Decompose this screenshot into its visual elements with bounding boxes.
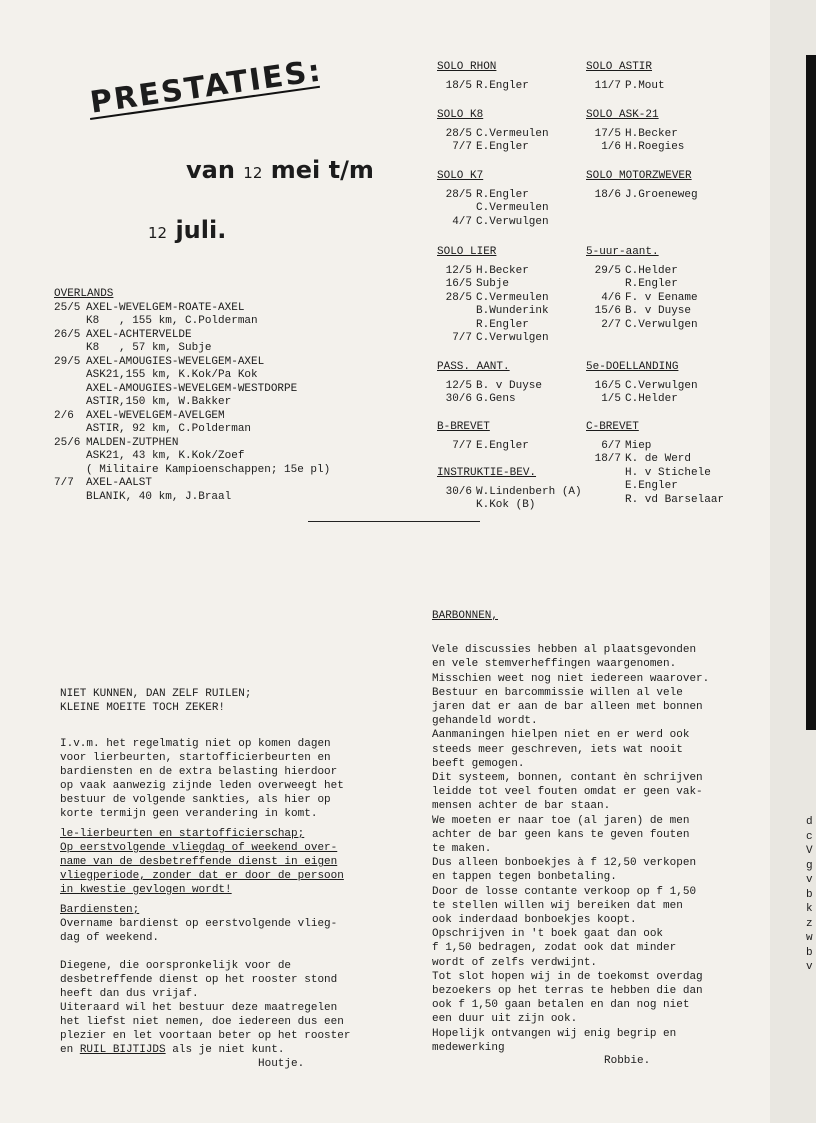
award-name: R.Engler	[476, 188, 529, 201]
award-date: 30/6	[445, 393, 472, 405]
award-name: B. v Duyse	[476, 379, 543, 392]
award-name: W.Lindenberh (A)	[476, 485, 582, 498]
overland-header: OVERLANDS	[54, 288, 114, 300]
award-name: E.Engler	[625, 480, 678, 492]
award-row	[586, 305, 698, 319]
award-date: 28/5	[445, 188, 472, 201]
award-date	[437, 202, 476, 216]
award-section	[586, 170, 698, 202]
award-date: 4/6	[601, 291, 621, 304]
section-divider	[308, 521, 480, 522]
award-name: F. v Eename	[625, 291, 698, 304]
award-name: B. v Duyse	[625, 305, 692, 317]
award-name: C.Helder	[625, 264, 678, 277]
award-row	[437, 128, 549, 142]
section-text-bardiensten: Overname bardienst op eerstvolgende vlieg- dag of weekend.	[60, 918, 338, 944]
overland-line: ( Militaire Kampioenschappen; 15e pl)	[86, 463, 331, 476]
award-header: SOLO LIER	[437, 246, 497, 258]
award-row	[586, 128, 684, 142]
award-header: B-BREVET	[437, 421, 490, 433]
award-row	[437, 80, 529, 94]
overland-row	[54, 302, 330, 316]
overland-row	[54, 477, 330, 491]
article-last-line	[60, 1043, 380, 1057]
award-name: Subje	[476, 278, 510, 290]
overland-row	[54, 396, 330, 410]
adjacent-page-text	[806, 815, 816, 975]
award-date	[586, 467, 625, 481]
overland-line: MALDEN-ZUTPHEN	[86, 436, 179, 449]
overland-line: ASTIR,150 km, W.Bakker	[86, 396, 232, 408]
award-date: 28/5	[445, 291, 472, 304]
award-name: E.Engler	[476, 439, 529, 452]
overland-line: AXEL-AALST	[86, 477, 153, 489]
overland-line: AXEL-WEVELGEM-ROATE-AXEL	[86, 301, 245, 314]
strip-letter: z	[806, 917, 813, 930]
award-row	[586, 467, 724, 481]
award-section	[586, 246, 698, 332]
award-header: SOLO ASTIR	[586, 61, 653, 73]
overland-date: 2/6	[54, 409, 74, 422]
award-row	[586, 440, 724, 454]
overland-row	[54, 315, 330, 329]
award-name: B.Wunderink	[476, 305, 549, 317]
award-date: 17/5	[594, 127, 621, 140]
award-name: C.Vermeulen	[476, 291, 549, 304]
award-name: K.Kok (B)	[476, 499, 536, 511]
overland-date	[54, 450, 86, 464]
award-name: C.Verwulgen	[625, 379, 698, 392]
strip-letter: V	[806, 845, 813, 857]
overland-date	[54, 315, 86, 329]
award-header: 5e-DOELLANDING	[586, 361, 679, 373]
award-date: 12/5	[445, 379, 472, 392]
award-date: 11/7	[594, 79, 621, 92]
strip-letter: c	[806, 830, 813, 843]
award-name: C.Vermeulen	[476, 127, 549, 140]
period-start-day: 12	[243, 164, 263, 182]
award-row	[437, 499, 582, 513]
article-intro: I.v.m. het regelmatig niet op komen dagen voor lierbeurten, startofficierbeurten en bardiensten en de extra belasting hierdoor op vaak aanwezig zijnde leden overweegt het bestuur de volgende sankties, als hier op korte termijn geen verandering in komt.	[60, 738, 344, 820]
award-name: G.Gens	[476, 393, 516, 405]
award-date: 28/5	[445, 127, 472, 140]
award-row	[586, 393, 698, 407]
award-date: 7/7	[452, 439, 472, 452]
overland-date	[54, 491, 86, 505]
article-closing: Diegene, die oorspronkelijk voor de desbetreffende dienst op het rooster stond heeft dan dus vrijaf. Uiteraard wil het bestuur deze maatregelen het liefst niet nemen, doe iedereen dus een plezier en let voortaan beter op het rooster	[60, 960, 351, 1042]
award-row	[437, 332, 549, 346]
overland-date: 26/5	[54, 328, 81, 341]
award-row	[437, 216, 549, 230]
left-article	[60, 687, 380, 1057]
overland-row	[54, 450, 330, 464]
award-name: C.Verwulgen	[476, 215, 549, 228]
strip-letter: b	[806, 946, 813, 959]
award-row	[437, 305, 549, 319]
award-name: H.Becker	[476, 264, 529, 277]
award-date: 7/7	[452, 141, 472, 153]
page-title: PRESTATIES:	[88, 53, 325, 121]
period-line-2	[148, 216, 226, 244]
overland-date: 25/6	[54, 436, 81, 449]
award-name: P.Mout	[625, 79, 665, 92]
award-row	[586, 278, 698, 292]
overland-date	[54, 342, 86, 356]
award-section	[586, 361, 698, 407]
last-line-start: en	[60, 1044, 80, 1056]
award-date: 18/7	[594, 453, 621, 465]
award-date: 1/6	[601, 141, 621, 153]
strip-letter: b	[806, 888, 813, 901]
article-heading: NIET KUNNEN, DAN ZELF RUILEN;	[60, 688, 252, 700]
award-date: 30/6	[445, 485, 472, 498]
overland-row	[54, 383, 330, 397]
award-section	[437, 61, 529, 93]
award-name: C.Verwulgen	[476, 332, 549, 344]
award-row	[586, 80, 665, 94]
overland-line: AXEL-ACHTERVELDE	[86, 328, 192, 341]
overland-row	[54, 491, 330, 505]
award-name: R.Engler	[476, 318, 529, 331]
award-header: SOLO ASK-21	[586, 109, 659, 121]
period-van: van	[186, 156, 235, 184]
strip-letter: v	[806, 874, 813, 886]
overland-line: AXEL-WEVELGEM-AVELGEM	[86, 409, 225, 422]
award-name: J.Groeneweg	[625, 188, 698, 201]
award-date: 2/7	[601, 318, 621, 331]
award-row	[437, 202, 549, 216]
award-header: SOLO RHON	[437, 61, 497, 73]
overland-line: K8 , 155 km, C.Polderman	[86, 315, 258, 327]
award-row	[586, 292, 698, 306]
ruil-bijtijds-emphasis: RUIL BIJTIJDS	[79, 1044, 166, 1056]
award-section	[437, 361, 542, 407]
period-end-month: juli.	[175, 216, 227, 244]
strip-letter: v	[806, 961, 813, 973]
section-heading-lierbeurten: le-lierbeurten en startofficierschap;	[60, 828, 305, 840]
award-date: 29/5	[594, 264, 621, 277]
award-row	[437, 141, 549, 155]
overland-date: 25/5	[54, 301, 81, 314]
award-date: 6/7	[601, 439, 621, 452]
award-name: R. vd Barselaar	[625, 493, 725, 506]
overland-row	[54, 369, 330, 383]
award-header: PASS. AANT.	[437, 361, 510, 373]
overland-row	[54, 342, 330, 356]
right-article	[432, 609, 709, 1055]
award-row	[437, 292, 549, 306]
award-row	[437, 265, 549, 279]
award-date: 1/5	[601, 393, 621, 405]
award-date	[437, 499, 476, 513]
award-row	[437, 278, 549, 292]
black-margin-bar	[806, 55, 816, 730]
award-name: H. v Stichele	[625, 466, 711, 479]
award-row	[586, 380, 698, 394]
award-row	[586, 480, 724, 494]
overland-date: 7/7	[54, 477, 74, 489]
overland-date	[54, 369, 86, 383]
award-row	[437, 319, 549, 333]
award-name: H.Roegies	[625, 141, 685, 153]
overland-row	[54, 329, 330, 343]
award-date: 16/5	[594, 379, 621, 392]
award-name: C.Verwulgen	[625, 318, 698, 331]
award-date	[437, 305, 476, 319]
award-date: 18/6	[594, 188, 621, 201]
award-date: 4/7	[452, 215, 472, 228]
award-header: SOLO K8	[437, 109, 484, 121]
award-date	[586, 480, 625, 494]
overland-row	[54, 464, 330, 478]
award-section	[437, 467, 582, 513]
award-section	[437, 109, 549, 155]
signature-houtje: Houtje.	[258, 1058, 305, 1070]
last-line-end: als je niet kunt.	[165, 1044, 285, 1056]
award-row	[437, 393, 542, 407]
award-date: 12/5	[445, 264, 472, 277]
award-date	[586, 278, 625, 292]
overland-date	[54, 464, 86, 478]
award-row	[586, 319, 698, 333]
award-name: K. de Werd	[625, 453, 692, 465]
award-date	[586, 494, 625, 508]
award-name: H.Becker	[625, 127, 678, 140]
award-section	[586, 109, 684, 155]
overland-date: 29/5	[54, 355, 81, 368]
award-date: 18/5	[445, 79, 472, 92]
award-date: 15/6	[594, 305, 621, 317]
award-row	[586, 189, 698, 203]
award-section	[586, 61, 665, 93]
award-name: C.Vermeulen	[476, 202, 549, 214]
overland-line: AXEL-AMOUGIES-WEVELGEM-AXEL	[86, 355, 265, 368]
award-row	[586, 141, 684, 155]
article-subheading: KLEINE MOEITE TOCH ZEKER!	[60, 702, 226, 714]
overland-row	[54, 410, 330, 424]
award-date: 7/7	[452, 332, 472, 344]
overland-date	[54, 383, 86, 397]
award-row	[437, 380, 542, 394]
overland-date	[54, 396, 86, 410]
period-end-day: 12	[148, 224, 168, 242]
overland-line: AXEL-AMOUGIES-WEVELGEM-WESTDORPE	[86, 382, 298, 395]
award-date: 16/5	[445, 278, 472, 290]
overland-date	[54, 423, 86, 437]
overland-row	[54, 423, 330, 437]
strip-letter: g	[806, 859, 813, 872]
award-header: SOLO K7	[437, 170, 484, 182]
award-row	[437, 189, 549, 203]
award-header: INSTRUKTIE-BEV.	[437, 467, 537, 479]
award-name: R.Engler	[625, 278, 678, 290]
overland-row	[54, 356, 330, 370]
overland-line: K8 , 57 km, Subje	[86, 342, 212, 354]
barbonnen-body: Vele discussies hebben al plaatsgevonden en vele stemverheffingen waargenomen. Misschien weet nog niet iedereen waarover. Bestuur en barcommissie willen al vele jaren dat er aan de bar alleen met bonnen gehandeld wordt. Aanmaningen hielpen niet en er werd ook steeds meer geschreven, iets wat nooit beeft gemogen. Dit systeem, bonnen, contant èn schrijven leidde tot veel fouten omdat er geen vak- mensen achter de bar staan. We moeten er naar toe (al jaren) de men achter de bar geen kans te geven fouten te maken. Dus alleen bonboekjes à f 12,50 verkopen en tappen tegen bonbetaling. Door de losse contante verkoop op f 1,50 te stellen willen wij bereiken dat men ook inderdaad bonboekjes koopt. Opschrijven in 't boek gaat dan ook f 1,50 bedragen, zodat ook dat minder wordt of zelfs verdwijnt. Tot slot hopen wij in de toekomst overdag bezoekers op het terras te hebben die dan ook f 1,50 gaan betalen en dan nog niet een duur uit zijn ook. Hopelijk ontvangen wij enig begrip en medewerking	[432, 644, 710, 1054]
strip-letter: d	[806, 816, 813, 828]
overland-line: ASK21, 43 km, K.Kok/Zoef	[86, 450, 245, 462]
overland-row	[54, 437, 330, 451]
award-name: C.Helder	[625, 393, 678, 405]
section-text-lierbeurten: Op eerstvolgende vliegdag of weekend over- name van de desbetreffende dienst in eigen vliegperiode, zonder dat er door de persoon in kwestie gevlogen wordt!	[60, 842, 344, 896]
award-section	[437, 170, 549, 229]
period-line-1	[186, 156, 374, 184]
barbonnen-heading: BARBONNEN,	[432, 610, 499, 622]
award-header: 5-uur-aant.	[586, 246, 659, 258]
award-row	[586, 453, 724, 467]
award-section	[437, 246, 549, 346]
award-header: SOLO MOTORZWEVER	[586, 170, 692, 182]
overland-line: ASK21,155 km, K.Kok/Pa Kok	[86, 369, 258, 381]
award-name: E.Engler	[476, 141, 529, 153]
overland-line: ASTIR, 92 km, C.Polderman	[86, 423, 252, 435]
overland-flights	[54, 288, 330, 504]
award-row	[586, 265, 698, 279]
award-name: R.Engler	[476, 79, 529, 92]
strip-letter: w	[806, 932, 813, 944]
signature-robbie: Robbie.	[604, 1055, 651, 1067]
award-row	[437, 486, 582, 500]
award-row	[586, 494, 724, 508]
award-name: Miep	[625, 439, 652, 452]
award-header: C-BREVET	[586, 421, 639, 433]
overland-line: BLANIK, 40 km, J.Braal	[86, 490, 232, 503]
strip-letter: k	[806, 903, 813, 915]
award-date	[437, 319, 476, 333]
section-heading-bardiensten: Bardiensten;	[60, 904, 140, 916]
period-start-month: mei t/m	[270, 156, 374, 184]
award-row	[437, 440, 529, 454]
award-section	[437, 421, 529, 453]
award-section	[586, 421, 724, 507]
